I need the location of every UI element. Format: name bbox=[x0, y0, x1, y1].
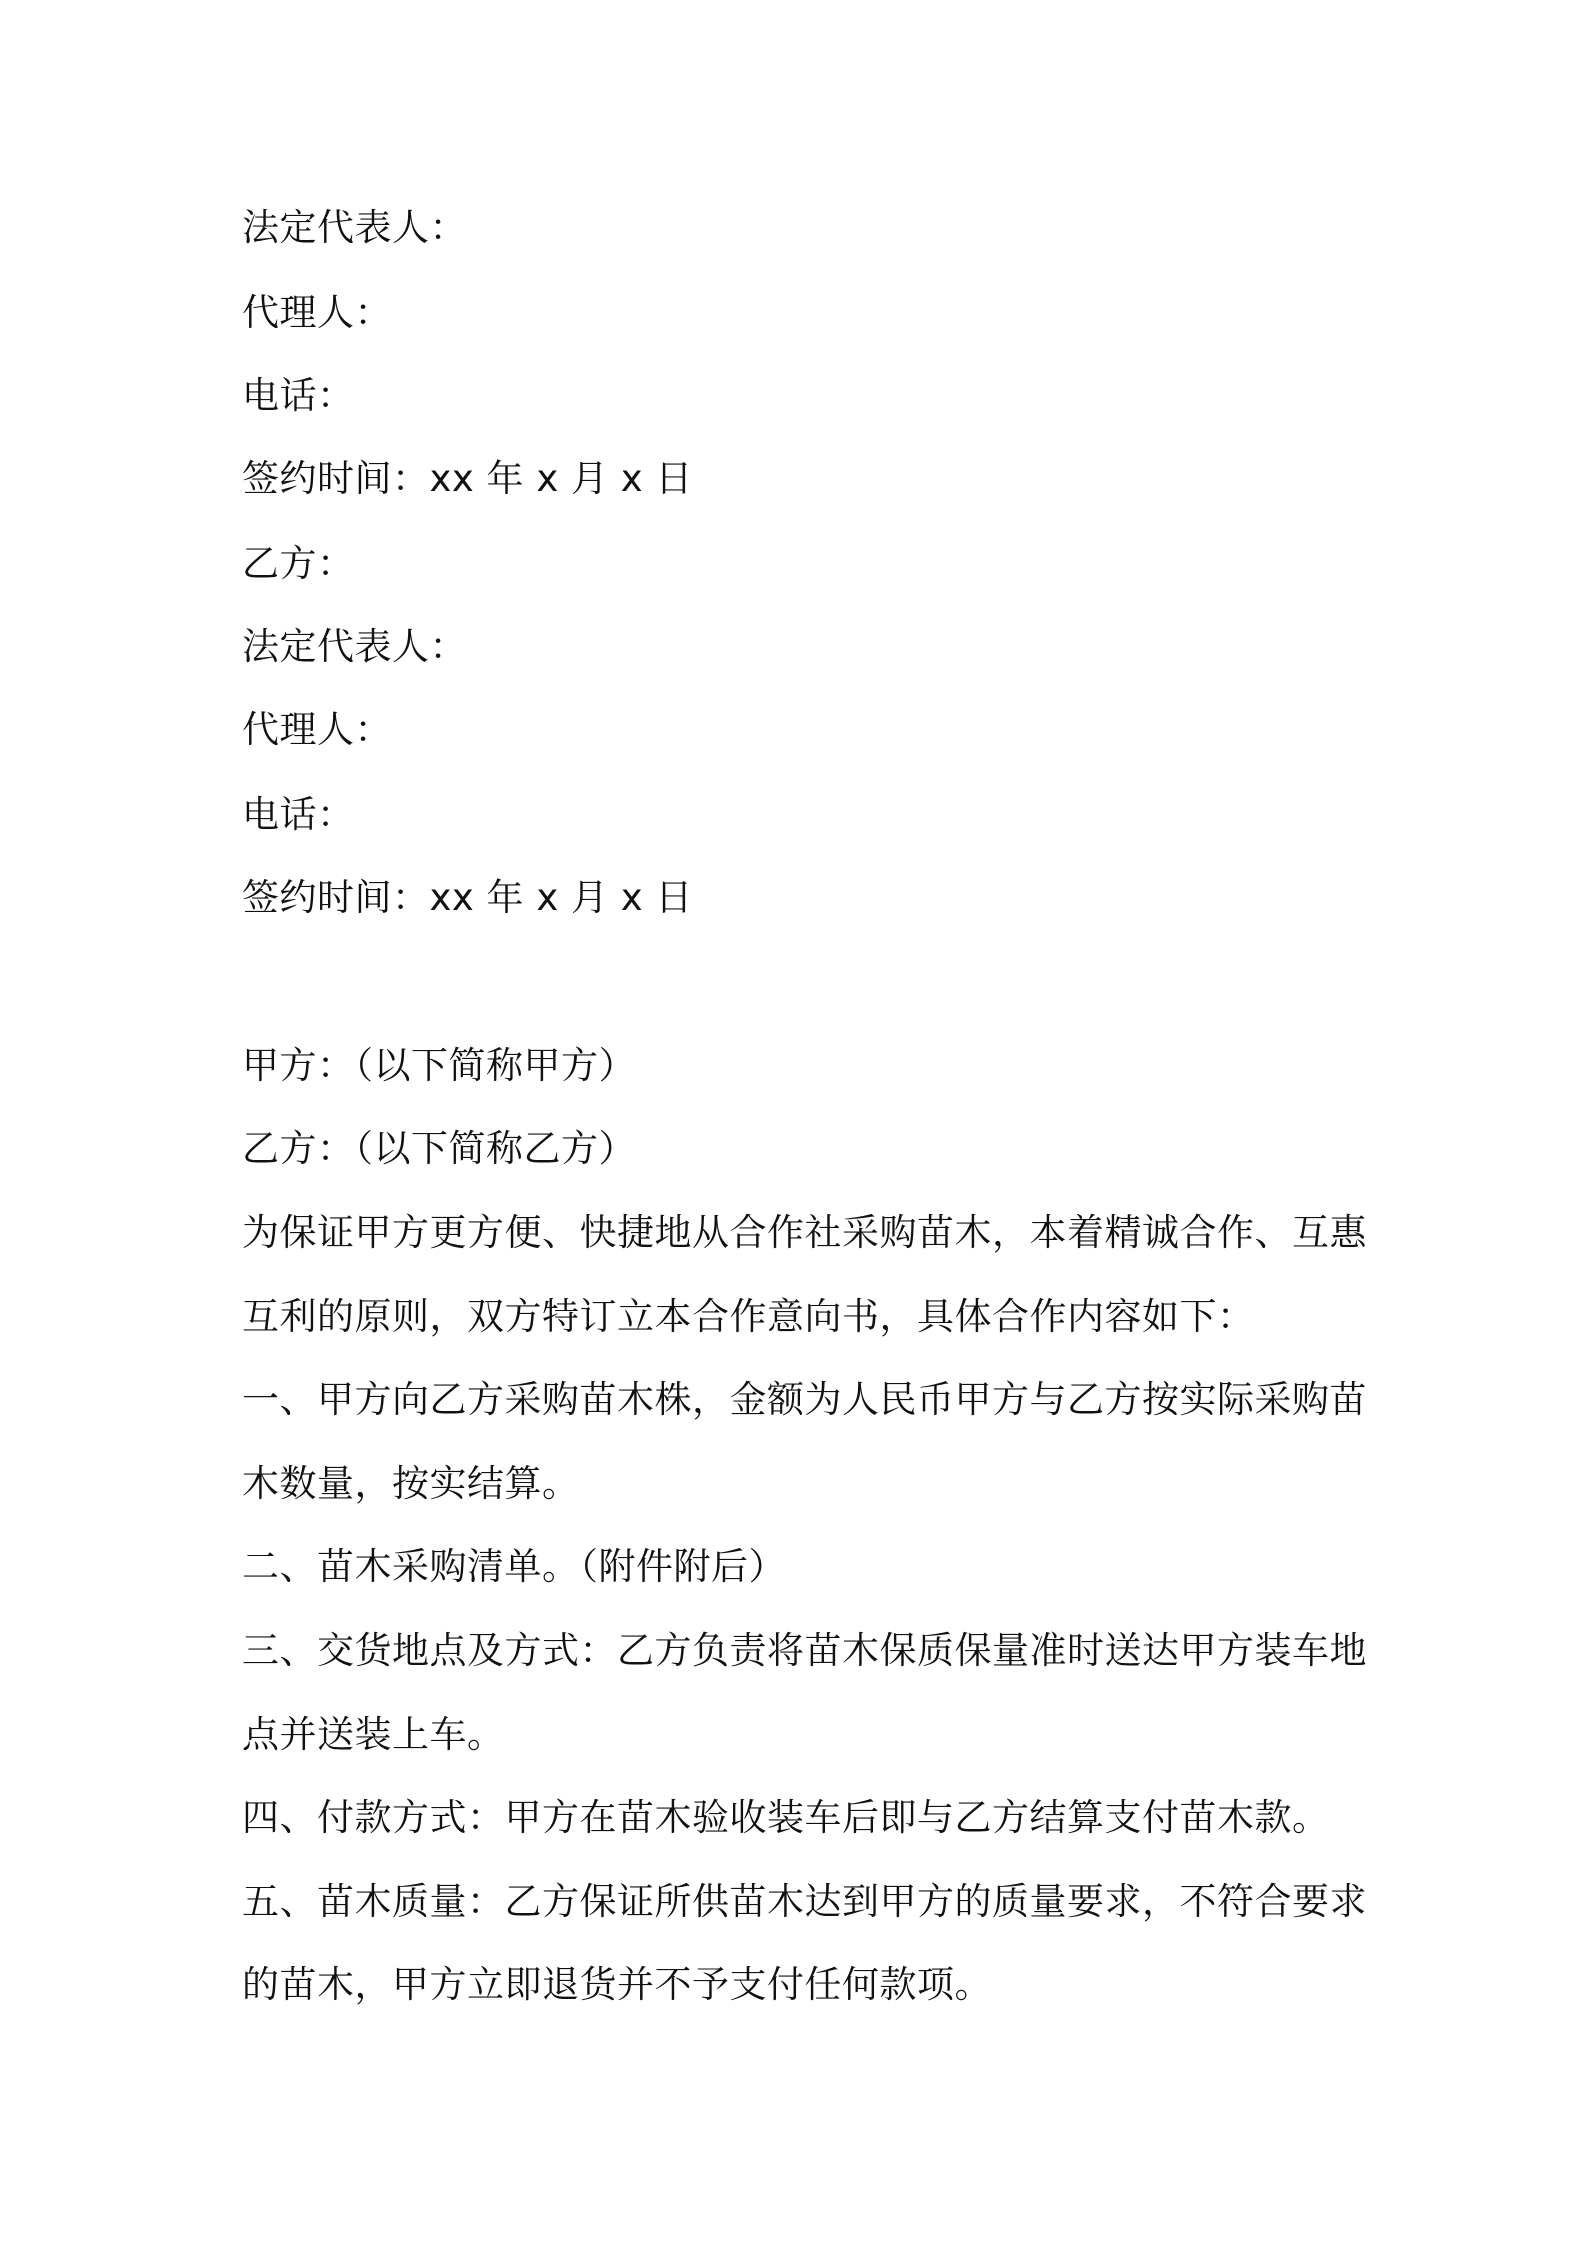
clause-3-line-1: 三、交货地点及方式：乙方负责将苗木保质保量准时送达甲方装车地 bbox=[242, 1629, 1367, 1672]
intro-line-2: 互利的原则，双方特订立本合作意向书，具体合作内容如下： bbox=[242, 1295, 1255, 1338]
party-b-phone: 电话： bbox=[242, 793, 355, 836]
clause-4: 四、付款方式：甲方在苗木验收装车后即与乙方结算支付苗木款。 bbox=[242, 1796, 1330, 1839]
intro-line-1: 为保证甲方更方便、快捷地从合作社采购苗木，本着精诚合作、互惠 bbox=[242, 1211, 1367, 1254]
party-a-legal-rep: 法定代表人： bbox=[242, 206, 467, 249]
agreement-party-b: 乙方：（以下简称乙方） bbox=[242, 1127, 636, 1170]
party-b-title: 乙方： bbox=[242, 542, 355, 585]
clause-3-line-2: 点并送装上车。 bbox=[242, 1713, 505, 1756]
clause-1-line-1: 一、甲方向乙方采购苗木株，金额为人民币甲方与乙方按实际采购苗 bbox=[242, 1378, 1367, 1421]
clause-5-line-2: 的苗木，甲方立即退货并不予支付任何款项。 bbox=[242, 1963, 992, 2006]
party-a-agent: 代理人： bbox=[242, 291, 392, 334]
clause-2: 二、苗木采购清单。（附件附后） bbox=[242, 1545, 786, 1588]
party-b-sign-date: 签约时间：xx 年 x 月 x 日 bbox=[242, 876, 693, 919]
clause-5-line-1: 五、苗木质量：乙方保证所供苗木达到甲方的质量要求，不符合要求 bbox=[242, 1880, 1367, 1923]
party-b-agent: 代理人： bbox=[242, 708, 392, 751]
party-a-sign-date: 签约时间：xx 年 x 月 x 日 bbox=[242, 457, 693, 500]
party-b-legal-rep: 法定代表人： bbox=[242, 625, 467, 668]
agreement-party-a: 甲方：（以下简称甲方） bbox=[242, 1044, 636, 1087]
party-a-phone: 电话： bbox=[242, 374, 355, 417]
clause-1-line-2: 木数量，按实结算。 bbox=[242, 1462, 580, 1505]
